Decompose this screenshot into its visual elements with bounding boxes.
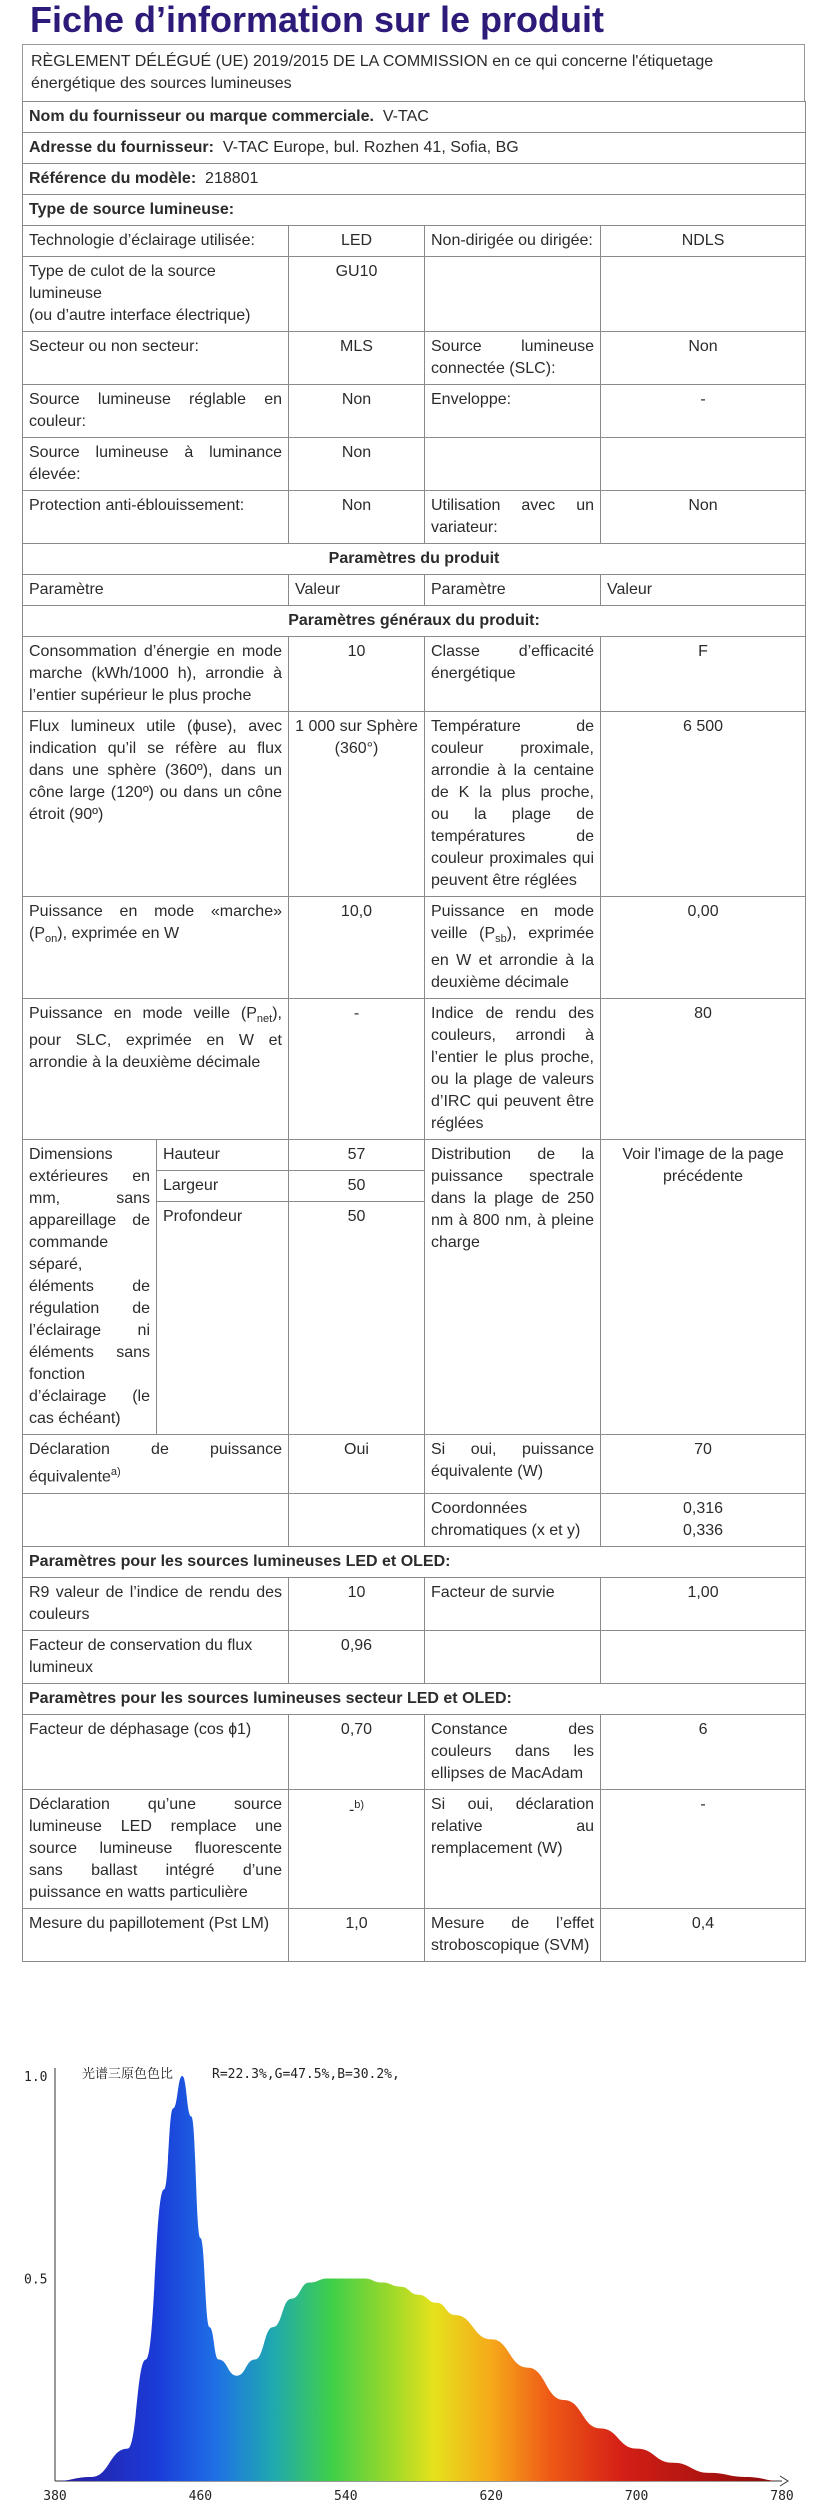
strobo-label: Mesure de l’effet stroboscopique (SVM): [425, 1908, 601, 1961]
params-heading: Paramètres du produit: [23, 544, 806, 575]
supplier-value: V-TAC: [382, 108, 429, 125]
cap-value: GU10: [289, 257, 425, 332]
class-label: Classe d’efficacité énergétique: [425, 637, 601, 712]
tech-label: Technologie d’éclairage utilisée:: [23, 226, 289, 257]
envelope-value: -: [601, 385, 806, 438]
cri-value: 80: [601, 999, 806, 1140]
table-row: [23, 438, 806, 491]
chroma-y: 0,336: [683, 1521, 724, 1539]
nondirected-label: Non-dirigée ou dirigée:: [425, 226, 601, 257]
dimmer-value: Non: [601, 491, 806, 544]
standby-value: 0,00: [601, 897, 806, 999]
net-label-sub: net: [256, 1013, 273, 1026]
regulation-text: RÈGLEMENT DÉLÉGUÉ (UE) 2019/2015 DE LA COMMISSION en ce qui concerne l'étiquetage énergétique des sources lumineuses: [22, 44, 805, 101]
height-value: 57: [289, 1140, 425, 1171]
table-row: [23, 1908, 806, 1961]
mains-label: Secteur ou non secteur:: [23, 332, 289, 385]
power-on-value: 10,0: [289, 897, 425, 999]
equiv-footnote: a): [110, 1466, 121, 1479]
depth-label: Profondeur: [157, 1202, 289, 1435]
empty-cell: [601, 1630, 806, 1683]
cap-label: [23, 257, 289, 332]
params-heading-row: [23, 544, 806, 575]
survival-label: Facteur de survie: [425, 1577, 601, 1630]
table-row: [23, 1140, 806, 1171]
table-row: [23, 1630, 806, 1683]
info-table: [22, 101, 806, 1962]
equiv-label-text: Déclaration de puissance équivalente: [29, 1441, 282, 1486]
chroma-value: [601, 1493, 806, 1546]
empty-cell: [425, 1630, 601, 1683]
x-tick-label: 460: [188, 2489, 213, 2504]
col-value-2: Valeur: [601, 575, 806, 606]
glare-value: Non: [289, 491, 425, 544]
power-on-label-a: Puissance en mode «marche» (P: [29, 903, 282, 942]
consumption-value: 10: [289, 637, 425, 712]
standby-label-b: ), exprimée en W et arrondie à la deuxième décimale: [431, 925, 594, 992]
dim-label: Dimensions extérieures en mm, sans appareillage de commande séparé, éléments de régulation de l’éclairage ni éléments sans fonction d’éclairage (le cas échéant): [23, 1140, 157, 1435]
standby-label: [425, 897, 601, 999]
flicker-value: 1,0: [289, 1908, 425, 1961]
page-title: Fiche d’information sur le produit: [30, 0, 605, 40]
x-tick-label: 780: [770, 2489, 794, 2504]
empty-cell: [425, 438, 601, 491]
general-heading: Paramètres généraux du produit:: [23, 606, 806, 637]
table-row: [23, 1789, 806, 1908]
net-label-b: ), pour SLC, exprimée en W et arrondie à la deuxième décimale: [29, 1005, 282, 1072]
power-on-label-sub: on: [45, 933, 58, 946]
net-value: -: [289, 999, 425, 1140]
replace-value-text: -: [348, 1800, 355, 1818]
maintenance-value: 0,96: [289, 1630, 425, 1683]
empty-cell: [601, 438, 806, 491]
general-heading-row: [23, 606, 806, 637]
x-tick-label: 700: [624, 2489, 649, 2504]
x-tick-label: 620: [479, 2489, 503, 2504]
flicker-label: Mesure du papillotement (Pst LM): [23, 1908, 289, 1961]
cct-label: Température de couleur proximale, arrondie à la centaine de K la plus proche, ou la plage de températures de couleur proximales qui peuvent être réglées: [425, 712, 601, 897]
equiv-label: [23, 1435, 289, 1493]
address-value: V-TAC Europe, bul. Rozhen 41, Sofia, BG: [222, 139, 519, 156]
colour-value: Non: [289, 385, 425, 438]
macadam-label: Constance des couleurs dans les ellipses de MacAdam: [425, 1714, 601, 1789]
empty-cell: [289, 1493, 425, 1546]
phase-value: 0,70: [289, 1714, 425, 1789]
net-label-a: Puissance en mode veille (P: [29, 1005, 257, 1023]
r9-value: 10: [289, 1577, 425, 1630]
equiv-value: Oui: [289, 1435, 425, 1493]
nondirected-value: NDLS: [601, 226, 806, 257]
height-label: Hauteur: [157, 1140, 289, 1171]
led-heading: Paramètres pour les sources lumineuses LED et OLED:: [23, 1546, 806, 1577]
table-row: [23, 1714, 806, 1789]
address-label: Adresse du fournisseur:: [29, 139, 214, 156]
y-tick-label: 0.5: [24, 2272, 48, 2288]
empty-cell: [601, 257, 806, 332]
equiv-w-label: Si oui, puissance équivalente (W): [425, 1435, 601, 1493]
source-type-heading-row: [23, 195, 806, 226]
cap-label-line-2: (ou d’autre interface électrique): [29, 307, 251, 324]
supplier-row: [23, 102, 806, 133]
flux-value: 1 000 sur Sphère (360°): [289, 712, 425, 897]
cct-value: 6 500: [601, 712, 806, 897]
luminance-label: Source lumineuse à luminance élevée:: [23, 438, 289, 491]
macadam-value: 6: [601, 1714, 806, 1789]
survival-value: 1,00: [601, 1577, 806, 1630]
table-row: [23, 999, 806, 1140]
width-value: 50: [289, 1171, 425, 1202]
cri-label: Indice de rendu des couleurs, arrondi à l’entier le plus proche, ou la plage de valeurs d’IRC qui peuvent être réglées: [425, 999, 601, 1140]
net-label: [23, 999, 289, 1140]
source-type-heading: Type de source lumineuse:: [23, 195, 806, 226]
col-param-2: Paramètre: [425, 575, 601, 606]
table-row: [23, 897, 806, 999]
equiv-w-value: 70: [601, 1435, 806, 1493]
depth-value: 50: [289, 1202, 425, 1435]
mains-led-heading-row: [23, 1683, 806, 1714]
y-tick-label: 1.0: [24, 2070, 48, 2085]
consumption-label: Consommation d’énergie en mode marche (kWh/1000 h), arrondie à l’entier supérieur le plus proche: [23, 637, 289, 712]
table-row: [23, 257, 806, 332]
chart-title: 光谱三原色色比: [82, 2067, 174, 2082]
phase-label: Facteur de déphasage (cos ɸ1): [23, 1714, 289, 1789]
connected-label: Source lumineuse connectée (SLC):: [425, 332, 601, 385]
tech-value: LED: [289, 226, 425, 257]
supplier-label: Nom du fournisseur ou marque commerciale.: [29, 108, 374, 125]
spectrum-svg: [22, 2058, 805, 2510]
table-row: [23, 332, 806, 385]
model-label: Référence du modèle:: [29, 170, 197, 187]
replace-w-value: -: [601, 1789, 806, 1908]
strobo-value: 0,4: [601, 1908, 806, 1961]
model-row: [23, 164, 806, 195]
luminance-value: Non: [289, 438, 425, 491]
mains-led-heading: Paramètres pour les sources lumineuses secteur LED et OLED:: [23, 1683, 806, 1714]
datasheet: [22, 0, 805, 1962]
envelope-label: Enveloppe:: [425, 385, 601, 438]
led-heading-row: [23, 1546, 806, 1577]
model-value: 218801: [205, 170, 259, 187]
replace-w-label: Si oui, déclaration relative au remplacement (W): [425, 1789, 601, 1908]
connected-value: Non: [601, 332, 806, 385]
x-tick-label: 380: [43, 2489, 67, 2504]
replace-value: [289, 1789, 425, 1908]
table-row: [23, 226, 806, 257]
table-row: [23, 637, 806, 712]
table-row: [23, 1577, 806, 1630]
params-columns-row: [23, 575, 806, 606]
col-value-1: Valeur: [289, 575, 425, 606]
cap-label-line-1: Type de culot de la source lumineuse: [29, 263, 216, 302]
empty-cell: [425, 257, 601, 332]
standby-label-sub: sb: [495, 933, 507, 946]
mains-value: MLS: [289, 332, 425, 385]
flux-label: Flux lumineux utile (ɸuse), avec indication qu’il se réfère au flux dans une sphère (360º), dans un cône large (120º) ou dans un cône étroit (90º): [23, 712, 289, 897]
table-row: [23, 1493, 806, 1546]
spd-value: Voir l'image de la page précédente: [601, 1140, 806, 1435]
table-row: [23, 712, 806, 897]
empty-cell: [23, 1493, 289, 1546]
chart-annotation: R=22.3%,G=47.5%,B=30.2%,: [212, 2067, 400, 2082]
table-row: [23, 1435, 806, 1493]
col-param-1: Paramètre: [23, 575, 289, 606]
r9-label: R9 valeur de l’indice de rendu des couleurs: [23, 1577, 289, 1630]
address-row: [23, 133, 806, 164]
power-on-label-b: ), exprimée en W: [57, 925, 180, 942]
spd-label: Distribution de la puissance spectrale dans la plage de 250 nm à 800 nm, à pleine charge: [425, 1140, 601, 1435]
colour-label: Source lumineuse réglable en couleur:: [23, 385, 289, 438]
table-row: [23, 491, 806, 544]
chroma-x: 0,316: [683, 1499, 724, 1517]
replace-footnote: b): [354, 1798, 365, 1811]
x-tick-label: 540: [334, 2489, 358, 2504]
table-row: [23, 385, 806, 438]
maintenance-label: Facteur de conservation du flux lumineux: [23, 1630, 289, 1683]
glare-label: Protection anti-éblouissement:: [23, 491, 289, 544]
chroma-label: Coordonnées chromatiques (x et y): [425, 1493, 601, 1546]
power-on-label: [23, 897, 289, 999]
dimmer-label: Utilisation avec un variateur:: [425, 491, 601, 544]
spectrum-chart: [22, 2058, 805, 2510]
class-value: F: [601, 637, 806, 712]
replace-label: Déclaration qu’une source lumineuse LED remplace une source lumineuse fluorescente sans ballast intégré d’une puissance en watts particulière: [23, 1789, 289, 1908]
width-label: Largeur: [157, 1171, 289, 1202]
standby-label-a: Puissance en mode veille (P: [431, 903, 594, 942]
